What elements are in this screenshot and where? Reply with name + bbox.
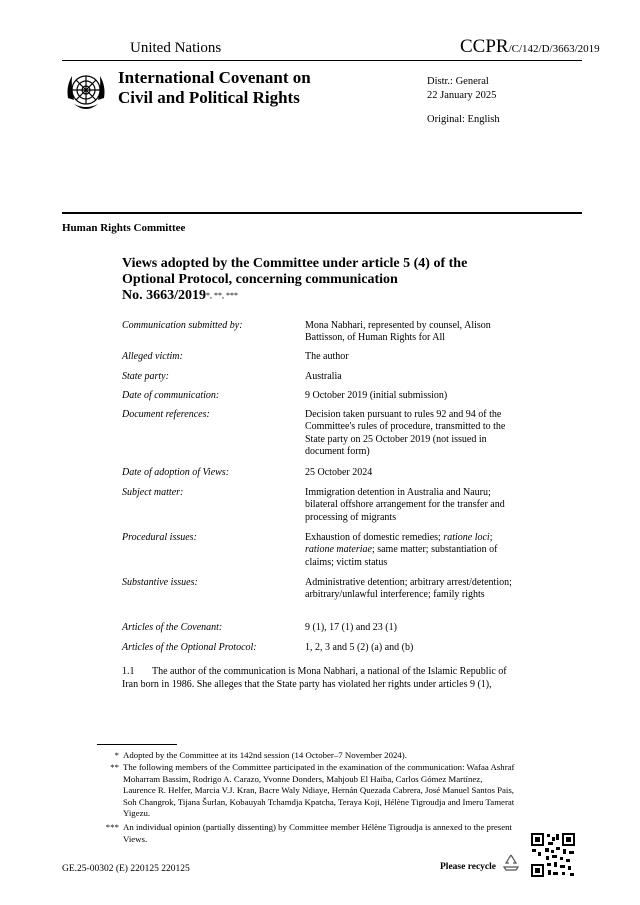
footnote-mark: *** <box>105 822 119 832</box>
footnote <box>97 822 517 845</box>
meta-label: Communication submitted by: <box>122 320 243 331</box>
views-heading <box>122 256 542 304</box>
footnote-text: Adopted by the Committee at its 142nd session (14 October–7 November 2024). <box>123 750 407 760</box>
recycle-label: Please recycle <box>440 862 496 872</box>
footnote-text: An individual opinion (partially dissenting) by Committee member Hélène Tigroudja is annexed to the present Views. <box>123 822 512 844</box>
footnote <box>97 762 517 820</box>
original-language: Original: English <box>427 114 500 125</box>
meta-label: Alleged victim: <box>122 351 183 362</box>
meta-value: 1, 2, 3 and 5 (2) (a) and (b) <box>305 642 414 653</box>
footnote <box>97 750 517 762</box>
meta-value: Australia <box>305 371 342 382</box>
document-number: GE.25-00302 (E) 220125 220125 <box>62 864 190 874</box>
symbol-rest: /C/142/D/3663/2019 <box>508 43 600 55</box>
meta-value: 25 October 2024 <box>305 467 373 478</box>
meta-value: Immigration detention in Australia and Nauru; bilateral offshore arrangement for the transfer and processing of migrants <box>305 487 505 523</box>
un-emblem-icon <box>62 68 110 116</box>
org-name: United Nations <box>130 40 222 56</box>
issue-date: 22 January 2025 <box>427 90 497 101</box>
distribution: Distr.: General <box>427 76 489 87</box>
meta-label: Articles of the Optional Protocol: <box>122 642 257 653</box>
heading-line-1: Views adopted by the Committee under article 5 (4) of the <box>122 256 468 271</box>
distribution-block <box>427 75 496 103</box>
footnote-marks: *, **, *** <box>206 291 238 300</box>
paragraph-number: 1.1 <box>122 666 135 677</box>
meta-label: State party: <box>122 371 169 382</box>
recycle-icon <box>500 852 522 874</box>
header-rule <box>62 60 582 61</box>
procedural-text-2: ; <box>489 532 493 543</box>
meta-value <box>305 532 523 569</box>
paragraph-1-1 <box>122 665 522 691</box>
meta-label: Document references: <box>122 409 210 420</box>
procedural-text-1: Exhaustion of domestic remedies; <box>305 532 444 543</box>
section-rule <box>62 212 582 214</box>
communication-number: No. 3663/2019 <box>122 288 206 303</box>
meta-label: Articles of the Covenant: <box>122 622 223 633</box>
meta-label: Procedural issues: <box>122 532 197 543</box>
committee-name: Human Rights Committee <box>62 222 186 234</box>
meta-value: 9 October 2019 (initial submission) <box>305 390 448 401</box>
procedural-latin-1: ratione loci <box>443 532 490 543</box>
meta-label: Date of communication: <box>122 390 220 401</box>
document-title <box>118 68 311 108</box>
document-symbol <box>460 36 600 58</box>
meta-value: Decision taken pursuant to rules 92 and 94 of the Committee's rules of procedure, transmitted to the State party on 25 October 2019 (not issued in document form) <box>305 409 506 458</box>
meta-value: 9 (1), 17 (1) and 23 (1) <box>305 622 397 633</box>
procedural-text-3: ; same matter; substantiation of claims; victim status <box>305 544 498 568</box>
heading-line-2: Optional Protocol, concerning communication <box>122 272 398 287</box>
symbol-main: CCPR <box>460 36 509 57</box>
meta-label: Date of adoption of Views: <box>122 467 230 478</box>
footnote-mark: ** <box>110 762 119 772</box>
footnote-mark: * <box>114 750 119 760</box>
meta-value: Mona Nabhari, represented by counsel, Alison Battisson, of Human Rights for All <box>305 320 491 344</box>
meta-label: Subject matter: <box>122 487 184 498</box>
footnote-rule <box>97 744 177 745</box>
title-line-1: International Covenant on <box>118 68 311 87</box>
meta-value: Administrative detention; arbitrary arrest/detention; arbitrary/unlawful interference; family rights <box>305 577 512 601</box>
title-line-2: Civil and Political Rights <box>118 88 300 107</box>
heading-line-3 <box>122 288 542 304</box>
qr-code-icon <box>530 832 576 878</box>
meta-value: The author <box>305 351 349 362</box>
procedural-latin-2: ratione materiae <box>305 544 372 556</box>
meta-label: Substantive issues: <box>122 577 198 588</box>
footnote-text: The following members of the Committee participated in the examination of the communication: Wafaa Ashraf Moharram Bassim, Rodrigo A. Carazo, Yvonne Donders, Mahjoub El Haiba, Carlos Gómez Martínez, Laurence R. Helfer, Marcia V.J. Kran, Bacre Waly Ndiaye, Hernán Quezada Cabrera, José Manuel Santos Pais, Soh Changrok, Tijana Šurlan, Kobauyah Tchamdja Kpatcha, Teraya Koji, Hélène Tigroudja and Imeru Tamerat Yigezu. <box>123 762 515 819</box>
paragraph-text: The author of the communication is Mona Nabhari, a national of the Islamic Republic of Iran born in 1986. She alleges that the State party has violated her rights under articles 9 (1), <box>122 666 507 690</box>
